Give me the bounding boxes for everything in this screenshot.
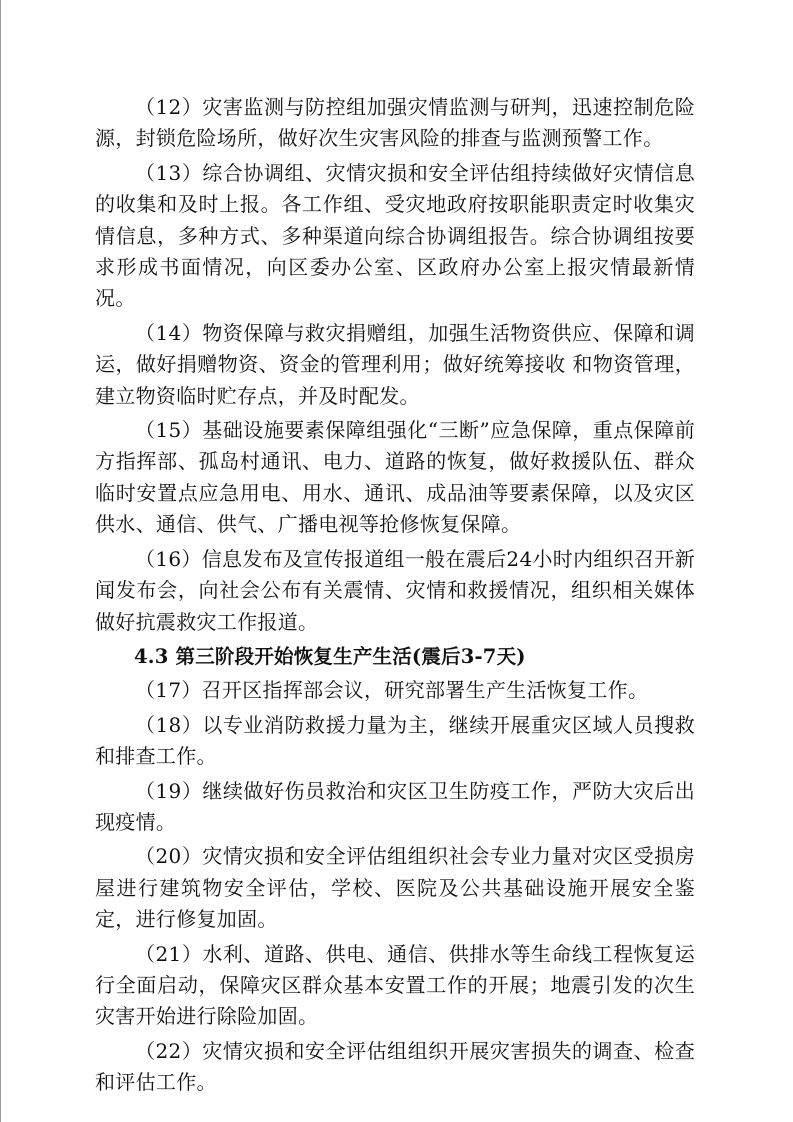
paragraph-14: （14）物资保障与救灾捐赠组，加强生活物资供应、保障和调运，做好捐赠物资、资金的管理利用；做好统筹接收 和物资管理，建立物资临时贮存点，并及时配发。 [95, 320, 695, 408]
paragraph-15: （15）基础设施要素保障组强化“三断”应急保障，重点保障前方指挥部、孤岛村通讯、电力、道路的恢复，做好救援队伍、群众临时安置点应急用电、用水、通讯、成品油等要素保障，以及灾区供水、通信、供气、广播电视等抢修恢复保障。 [95, 418, 695, 537]
page-left-border [0, 0, 1, 1122]
paragraph-20: （20）灾情灾损和安全评估组组织社会专业力量对灾区受损房屋进行建筑物安全评估，学校、医院及公共基础设施开展安全鉴定，进行修复加固。 [95, 844, 695, 932]
section-heading-4-3: 4.3 第三阶段开始恢复生产生活(震后3-7天) [134, 644, 526, 668]
paragraph-16: （16）信息发布及宣传报道组一般在震后24小时内组织召开新闻发布会，向社会公布有关震情、灾情和救援情况，组织相关媒体做好抗震救灾工作报道。 [95, 546, 695, 634]
paragraph-12: （12）灾害监测与防控组加强灾情监测与研判，迅速控制危险源，封锁危险场所，做好次生灾害风险的排查与监测预警工作。 [95, 95, 695, 151]
paragraph-21: （21）水利、道路、供电、通信、供排水等生命线工程恢复运行全面启动，保障灾区群众基本安置工作的开展；地震引发的次生灾害开始进行除险加固。 [95, 941, 695, 1029]
paragraph-17: （17）召开区指挥部会议，研究部署生产生活恢复工作。 [135, 678, 649, 703]
paragraph-18: （18）以专业消防救援力量为主，继续开展重灾区域人员搜救和排查工作。 [95, 712, 695, 769]
document-body [95, 92, 695, 1102]
paragraph-13: （13）综合协调组、灾情灾损和安全评估组持续做好灾情信息的收集和及时上报。各工作组、受灾地政府按职能职责定时收集灾情信息，多种方式、多种渠道向综合协调组报告。综合协调组按要求形成书面情况，向区委办公室、区政府办公室上报灾情最新情况。 [95, 160, 695, 311]
paragraph-19: （19）继续做好伤员救治和灾区卫生防疫工作，严防大灾后出现疫情。 [95, 778, 695, 834]
paragraph-22: （22）灾情灾损和安全评估组组织开展灾害损失的调查、检查和评估工作。 [95, 1038, 695, 1095]
